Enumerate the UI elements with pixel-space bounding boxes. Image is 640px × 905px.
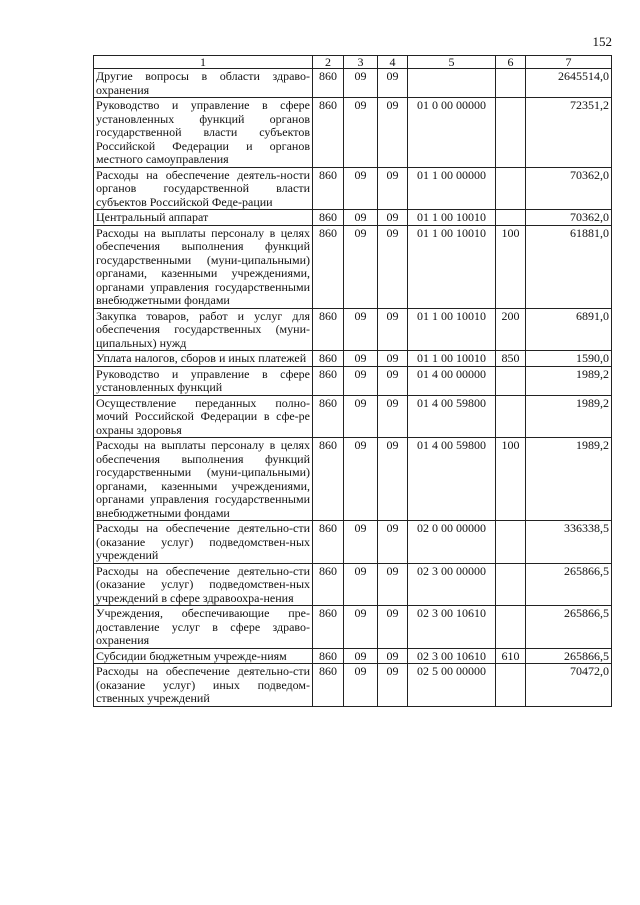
section-code-cell: 09 — [344, 351, 378, 367]
subsection-code-cell: 09 — [378, 648, 408, 664]
expense-type-cell — [496, 563, 526, 606]
expense-type-cell: 200 — [496, 308, 526, 351]
row-name-cell: Расходы на выплаты персоналу в целях обеспечения выполнения функций государственными (муни-ципальными) органами, казенными учреждениями, органами управления государственными внебюджетными фондами — [94, 438, 313, 521]
amount-cell: 61881,0 — [526, 225, 612, 308]
amount-cell: 1989,2 — [526, 438, 612, 521]
row-name-cell: Руководство и управление в сфере установленных функций — [94, 366, 313, 395]
row-name-cell: Учреждения, обеспечивающие пре-доставление услуг в сфере здраво-охранения — [94, 606, 313, 649]
page-number: 152 — [592, 34, 612, 49]
target-article-cell: 01 4 00 59800 — [408, 395, 496, 438]
row-name-cell: Осуществление переданных полно-мочий Российской Федерации в сфе-ре охраны здоровья — [94, 395, 313, 438]
subsection-code-cell: 09 — [378, 521, 408, 564]
expense-type-cell — [496, 98, 526, 168]
budget-table — [93, 55, 612, 707]
section-code-cell: 09 — [344, 225, 378, 308]
expense-type-cell — [496, 366, 526, 395]
row-name-cell: Расходы на обеспечение деятельно-сти (оказание услуг) подведомствен-ных учреждений в сфере здравоохра-нения — [94, 563, 313, 606]
subsection-code-cell: 09 — [378, 98, 408, 168]
expense-type-cell: 100 — [496, 225, 526, 308]
subsection-code-cell: 09 — [378, 225, 408, 308]
subsection-code-cell: 09 — [378, 395, 408, 438]
target-article-cell — [408, 69, 496, 98]
subsection-code-cell: 09 — [378, 210, 408, 226]
row-name-cell: Закупка товаров, работ и услуг для обеспечения государственных (муни-ципальных) нужд — [94, 308, 313, 351]
table-row — [94, 648, 612, 664]
table-row — [94, 225, 612, 308]
ministry-code-cell: 860 — [313, 351, 344, 367]
section-code-cell: 09 — [344, 648, 378, 664]
expense-type-cell: 610 — [496, 648, 526, 664]
ministry-code-cell: 860 — [313, 98, 344, 168]
amount-cell: 70362,0 — [526, 167, 612, 210]
amount-cell: 265866,5 — [526, 606, 612, 649]
amount-cell: 72351,2 — [526, 98, 612, 168]
subsection-code-cell: 09 — [378, 167, 408, 210]
expense-type-cell — [496, 395, 526, 438]
expense-type-cell — [496, 664, 526, 707]
header-row — [94, 56, 612, 69]
section-code-cell: 09 — [344, 664, 378, 707]
header-cell: 6 — [496, 56, 526, 69]
ministry-code-cell: 860 — [313, 225, 344, 308]
section-code-cell: 09 — [344, 210, 378, 226]
table-row — [94, 366, 612, 395]
target-article-cell: 01 0 00 00000 — [408, 98, 496, 168]
target-article-cell: 02 3 00 10610 — [408, 648, 496, 664]
header-cell: 4 — [378, 56, 408, 69]
table-row — [94, 98, 612, 168]
amount-cell: 336338,5 — [526, 521, 612, 564]
section-code-cell: 09 — [344, 395, 378, 438]
table-row — [94, 69, 612, 98]
header-cell: 2 — [313, 56, 344, 69]
target-article-cell: 02 0 00 00000 — [408, 521, 496, 564]
table-row — [94, 167, 612, 210]
amount-cell: 70472,0 — [526, 664, 612, 707]
amount-cell: 1989,2 — [526, 366, 612, 395]
section-code-cell: 09 — [344, 521, 378, 564]
subsection-code-cell: 09 — [378, 606, 408, 649]
ministry-code-cell: 860 — [313, 563, 344, 606]
ministry-code-cell: 860 — [313, 664, 344, 707]
row-name-cell: Расходы на обеспечение деятельно-сти (оказание услуг) подведомствен-ных учреждений — [94, 521, 313, 564]
target-article-cell: 01 1 00 10010 — [408, 210, 496, 226]
header-cell: 5 — [408, 56, 496, 69]
ministry-code-cell: 860 — [313, 521, 344, 564]
expense-type-cell — [496, 167, 526, 210]
amount-cell: 265866,5 — [526, 563, 612, 606]
subsection-code-cell: 09 — [378, 563, 408, 606]
table-row — [94, 563, 612, 606]
table-row — [94, 606, 612, 649]
subsection-code-cell: 09 — [378, 69, 408, 98]
amount-cell: 265866,5 — [526, 648, 612, 664]
table-row — [94, 351, 612, 367]
target-article-cell: 01 4 00 00000 — [408, 366, 496, 395]
table-row — [94, 210, 612, 226]
row-name-cell: Субсидии бюджетным учрежде-ниям — [94, 648, 313, 664]
target-article-cell: 01 1 00 10010 — [408, 225, 496, 308]
target-article-cell: 01 1 00 10010 — [408, 351, 496, 367]
row-name-cell: Центральный аппарат — [94, 210, 313, 226]
target-article-cell: 01 1 00 00000 — [408, 167, 496, 210]
table-row — [94, 395, 612, 438]
ministry-code-cell: 860 — [313, 210, 344, 226]
header-cell: 7 — [526, 56, 612, 69]
ministry-code-cell: 860 — [313, 308, 344, 351]
row-name-cell: Расходы на обеспечение деятель-ности органов государственной власти субъектов Российской Феде-рации — [94, 167, 313, 210]
expense-type-cell — [496, 606, 526, 649]
expense-type-cell — [496, 521, 526, 564]
ministry-code-cell: 860 — [313, 438, 344, 521]
subsection-code-cell: 09 — [378, 308, 408, 351]
table-row — [94, 308, 612, 351]
table-row — [94, 438, 612, 521]
section-code-cell: 09 — [344, 563, 378, 606]
ministry-code-cell: 860 — [313, 167, 344, 210]
table-row — [94, 664, 612, 707]
header-cell: 1 — [94, 56, 313, 69]
target-article-cell: 02 5 00 00000 — [408, 664, 496, 707]
amount-cell: 2645514,0 — [526, 69, 612, 98]
section-code-cell: 09 — [344, 167, 378, 210]
row-name-cell: Уплата налогов, сборов и иных платежей — [94, 351, 313, 367]
target-article-cell: 02 3 00 00000 — [408, 563, 496, 606]
target-article-cell: 01 4 00 59800 — [408, 438, 496, 521]
target-article-cell: 01 1 00 10010 — [408, 308, 496, 351]
table-row — [94, 521, 612, 564]
subsection-code-cell: 09 — [378, 351, 408, 367]
expense-type-cell — [496, 69, 526, 98]
section-code-cell: 09 — [344, 308, 378, 351]
subsection-code-cell: 09 — [378, 664, 408, 707]
ministry-code-cell: 860 — [313, 648, 344, 664]
expense-type-cell: 850 — [496, 351, 526, 367]
row-name-cell: Руководство и управление в сфере установленных функций органов государственной власти субъектов Российской Федерации и органов местного самоуправления — [94, 98, 313, 168]
amount-cell: 6891,0 — [526, 308, 612, 351]
header-cell: 3 — [344, 56, 378, 69]
row-name-cell: Расходы на обеспечение деятельно-сти (оказание услуг) иных подведом-ственных учреждений — [94, 664, 313, 707]
ministry-code-cell: 860 — [313, 69, 344, 98]
subsection-code-cell: 09 — [378, 438, 408, 521]
amount-cell: 1590,0 — [526, 351, 612, 367]
section-code-cell: 09 — [344, 606, 378, 649]
expense-type-cell: 100 — [496, 438, 526, 521]
row-name-cell: Другие вопросы в области здраво-охранения — [94, 69, 313, 98]
section-code-cell: 09 — [344, 69, 378, 98]
amount-cell: 1989,2 — [526, 395, 612, 438]
section-code-cell: 09 — [344, 366, 378, 395]
subsection-code-cell: 09 — [378, 366, 408, 395]
ministry-code-cell: 860 — [313, 606, 344, 649]
ministry-code-cell: 860 — [313, 395, 344, 438]
row-name-cell: Расходы на выплаты персоналу в целях обеспечения выполнения функций государственными (муни-ципальными) органами, казенными учреждениями, органами управления государственными внебюджетными фондами — [94, 225, 313, 308]
ministry-code-cell: 860 — [313, 366, 344, 395]
expense-type-cell — [496, 210, 526, 226]
amount-cell: 70362,0 — [526, 210, 612, 226]
target-article-cell: 02 3 00 10610 — [408, 606, 496, 649]
section-code-cell: 09 — [344, 98, 378, 168]
section-code-cell: 09 — [344, 438, 378, 521]
